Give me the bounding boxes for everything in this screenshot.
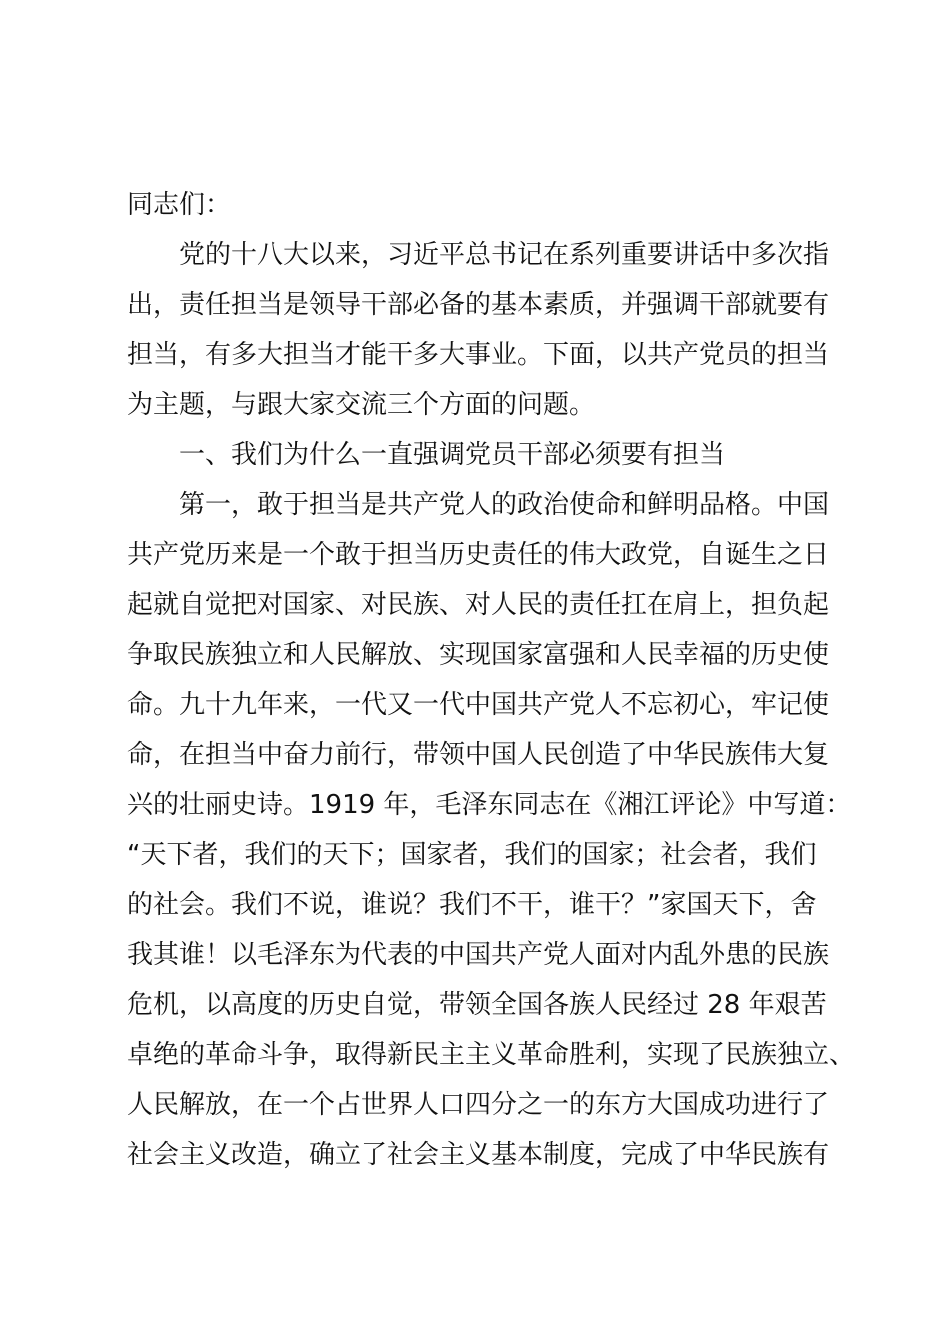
paragraph-line: 争取民族独立和人民解放、实现国家富强和人民幸福的历史使 bbox=[127, 640, 830, 670]
paragraph-line: 第一，敢于担当是共产党人的政治使命和鲜明品格。中国 bbox=[179, 490, 830, 520]
paragraph-line: 的社会。我们不说，谁说？我们不干，谁干？”家国天下，舍 bbox=[127, 890, 817, 920]
paragraph-line: 人民解放，在一个占世界人口四分之一的东方大国成功进行了 bbox=[127, 1090, 830, 1120]
paragraph-line: 起就自觉把对国家、对民族、对人民的责任扛在肩上，担负起 bbox=[127, 590, 830, 620]
salutation: 同志们： bbox=[127, 190, 232, 220]
paragraph-line: 危机，以高度的历史自觉，带领全国各族人民经过 28 年艰苦 bbox=[127, 990, 827, 1020]
paragraph-line: 我其谁！以毛泽东为代表的中国共产党人面对内乱外患的民族 bbox=[127, 940, 830, 970]
paragraph-line: 卓绝的革命斗争，取得新民主主义革命胜利，实现了民族独立、 bbox=[127, 1040, 856, 1070]
paragraph-line: 命。九十九年来，一代又一代中国共产党人不忘初心，牢记使 bbox=[127, 690, 830, 720]
paragraph-line: 共产党历来是一个敢于担当历史责任的伟大政党，自诞生之日 bbox=[127, 540, 830, 570]
document-body bbox=[127, 180, 856, 1180]
section-heading: 一、我们为什么一直强调党员干部必须要有担当 bbox=[179, 440, 726, 470]
paragraph-line: 为主题，与跟大家交流三个方面的问题。 bbox=[127, 390, 596, 420]
paragraph-line: 社会主义改造，确立了社会主义基本制度，完成了中华民族有 bbox=[127, 1140, 830, 1170]
paragraph-line: “天下者，我们的天下；国家者，我们的国家；社会者，我们 bbox=[127, 840, 817, 870]
paragraph-line: 出，责任担当是领导干部必备的基本素质，并强调干部就要有 bbox=[127, 290, 830, 320]
paragraph-line: 担当，有多大担当才能干多大事业。下面，以共产党员的担当 bbox=[127, 340, 830, 370]
paragraph-line: 命，在担当中奋力前行，带领中国人民创造了中华民族伟大复 bbox=[127, 740, 830, 770]
paragraph-line: 兴的壮丽史诗。1919 年，毛泽东同志在《湘江评论》中写道： bbox=[127, 790, 852, 820]
paragraph-line: 党的十八大以来，习近平总书记在系列重要讲话中多次指 bbox=[179, 240, 830, 270]
